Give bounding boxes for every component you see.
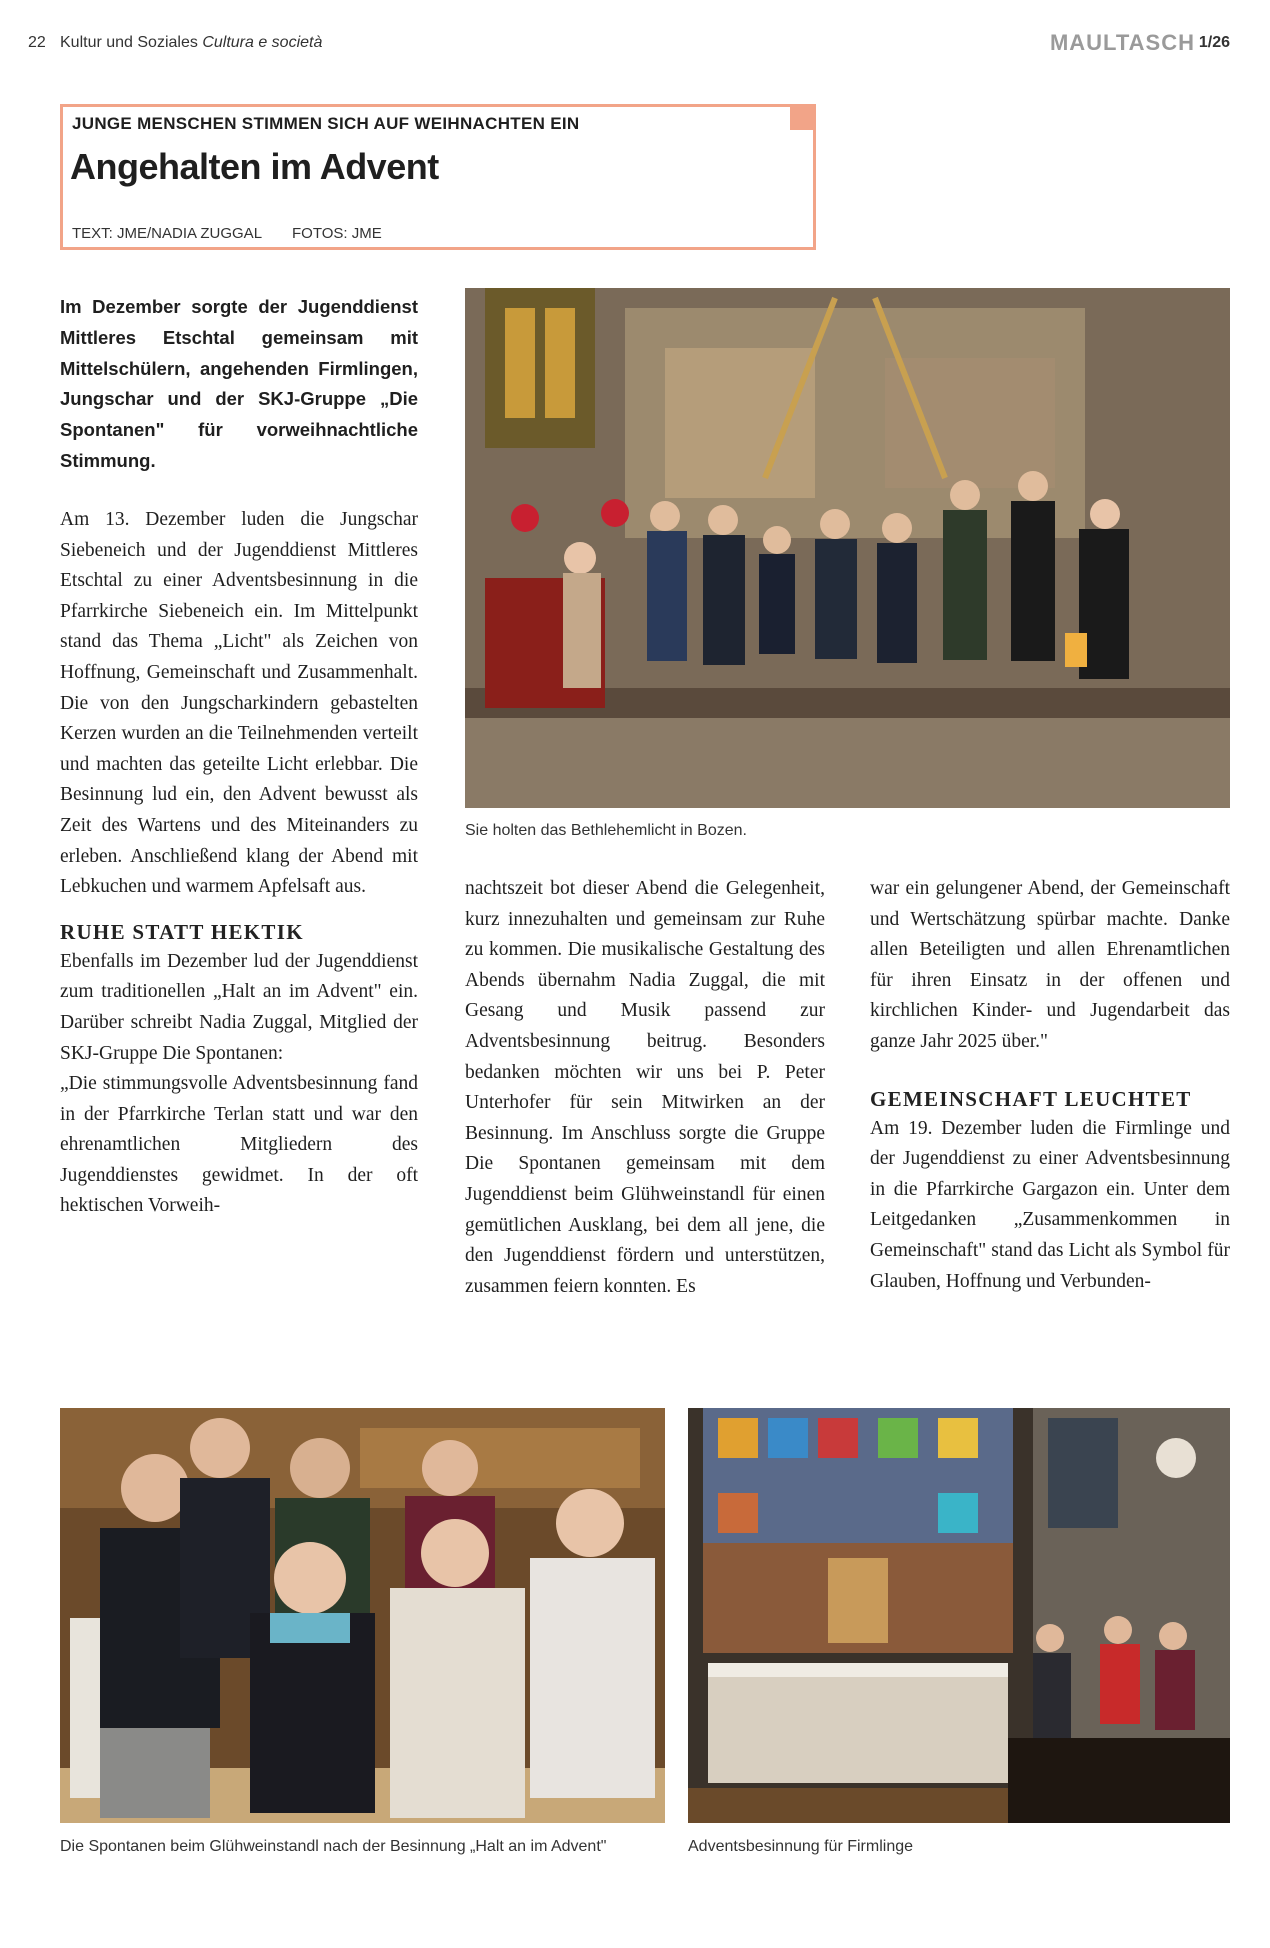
- paragraph: Ebenfalls im Dezember lud der Jugenddienst zum traditionellen „Halt an im Advent" ein. Darüber schreibt Nadia Zuggal, Mitglied der SKJ-Gruppe Die Spontanen:: [60, 950, 418, 1064]
- photo-gluehweinstandl: [60, 1408, 665, 1823]
- paragraph: Am 13. Dezember luden die Jungschar Siebeneich und der Jugenddienst Mittleres Etschtal zu einer Adventsbesinnung in die Pfarrkirche Siebeneich ein. Im Mittelpunkt stand das Thema „Licht" als Zeichen von Hoffnung, Gemeinschaft und Zusammenhalt. Die von den Jungscharkindern gebastelten Kerzen wurden an die Teilnehmenden verteilt und machten das geteilte Licht erlebbar. Die Besinnung lud ein, den Advent bewusst als Zeit des Wartens und des Miteinanders zu erleben. Anschließend klang der Abend mit Lebkuchen und warmem Apfelsaft aus.: [60, 509, 418, 898]
- text-credit: TEXT: JME/NADIA ZUGGAL: [72, 225, 263, 242]
- subheading-gemeinschaft: GEMEINSCHAFT LEUCHTET: [870, 1086, 1192, 1111]
- photo-church-group-image: [465, 288, 1230, 808]
- text-column-3: [870, 874, 1230, 1297]
- paragraph: war ein gelungener Abend, der Gemeinschaft und Wertschätzung spürbar machte. Danke allen Beteiligten und allen Ehrenamtlichen für ihren Einsatz in der offenen und kirchlichen Kinder- und Jugendarbeit das ganze Jahr 2025 über.": [870, 878, 1230, 1052]
- caption-photo-2: Die Spontanen beim Glühweinstandl nach der Besinnung „Halt an im Advent": [60, 1838, 607, 1855]
- section-title-it: Cultura e società: [202, 34, 323, 51]
- photo-gluehwein-image: [60, 1408, 665, 1823]
- section-title-de: Kultur und Soziales: [60, 34, 198, 51]
- article-lead: Im Dezember sorgte der Jugenddienst Mittleres Etschtal gemeinsam mit Mittelschülern, angehenden Firmlingen, Jungschar und der SKJ-Gruppe „Die Spontanen" für vorweihnachtliche Stimmung.: [60, 296, 418, 471]
- photo-altar-image: [688, 1408, 1230, 1823]
- caption-photo-3: Adventsbesinnung für Firmlinge: [688, 1838, 914, 1855]
- text-column-2: [465, 874, 825, 1302]
- article-title: Angehalten im Advent: [70, 146, 439, 187]
- issue-number: 1/26: [1198, 34, 1230, 51]
- paragraph: „Die stimmungsvolle Adventsbesinnung fand in der Pfarrkirche Terlan statt und war den ehrenamtlichen Mitgliedern des Jugenddienstes gewidmet. In der oft hektischen Vorweih-: [60, 1073, 418, 1217]
- article-kicker: JUNGE MENSCHEN STIMMEN SICH AUF WEIHNACHTEN EIN: [72, 114, 580, 133]
- text-column-1: [60, 505, 418, 1222]
- page-number: 22: [28, 34, 46, 51]
- paragraph: Am 19. Dezember luden die Firmlinge und der Jugenddienst zu einer Adventsbesinnung in die Pfarrkirche Gargazon ein. Unter dem Leitgedanken „Zusammenkommen in Gemeinschaft" stand das Licht als Symbol für Glauben, Hoffnung und Verbunden-: [870, 1117, 1230, 1292]
- subheading-ruhe: RUHE STATT HEKTIK: [60, 919, 304, 944]
- magazine-logo: MAULTASCH: [1049, 30, 1195, 55]
- paragraph: nachtszeit bot dieser Abend die Gelegenheit, kurz innezuhalten und gemeinsam zur Ruhe zu kommen. Die musikalische Gestaltung des Abends übernahm Nadia Zuggal, die mit Gesang und Musik passend zur Adventsbesinnung beitrug. Besonders bedanken möchten wir uns bei P. Peter Unterhofer für sein Mitwirken an der Besinnung. Im Anschluss sorgte die Gruppe Die Spontanen gemeinsam mit dem Jugenddienst beim Glühweinstandl für einen gemütlichen Ausklang, bei dem all jene, die den Jugenddienst fördern und unterstützen, zusammen feiern konnten. Es: [465, 878, 825, 1297]
- photo-firmlinge: [688, 1408, 1230, 1823]
- photo-bethlehem-light: [465, 288, 1230, 808]
- title-box-corner: [790, 104, 816, 130]
- section-title: [60, 34, 322, 52]
- caption-photo-1: Sie holten das Bethlehemlicht in Bozen.: [465, 822, 747, 839]
- photo-credit: FOTOS: JME: [292, 225, 382, 242]
